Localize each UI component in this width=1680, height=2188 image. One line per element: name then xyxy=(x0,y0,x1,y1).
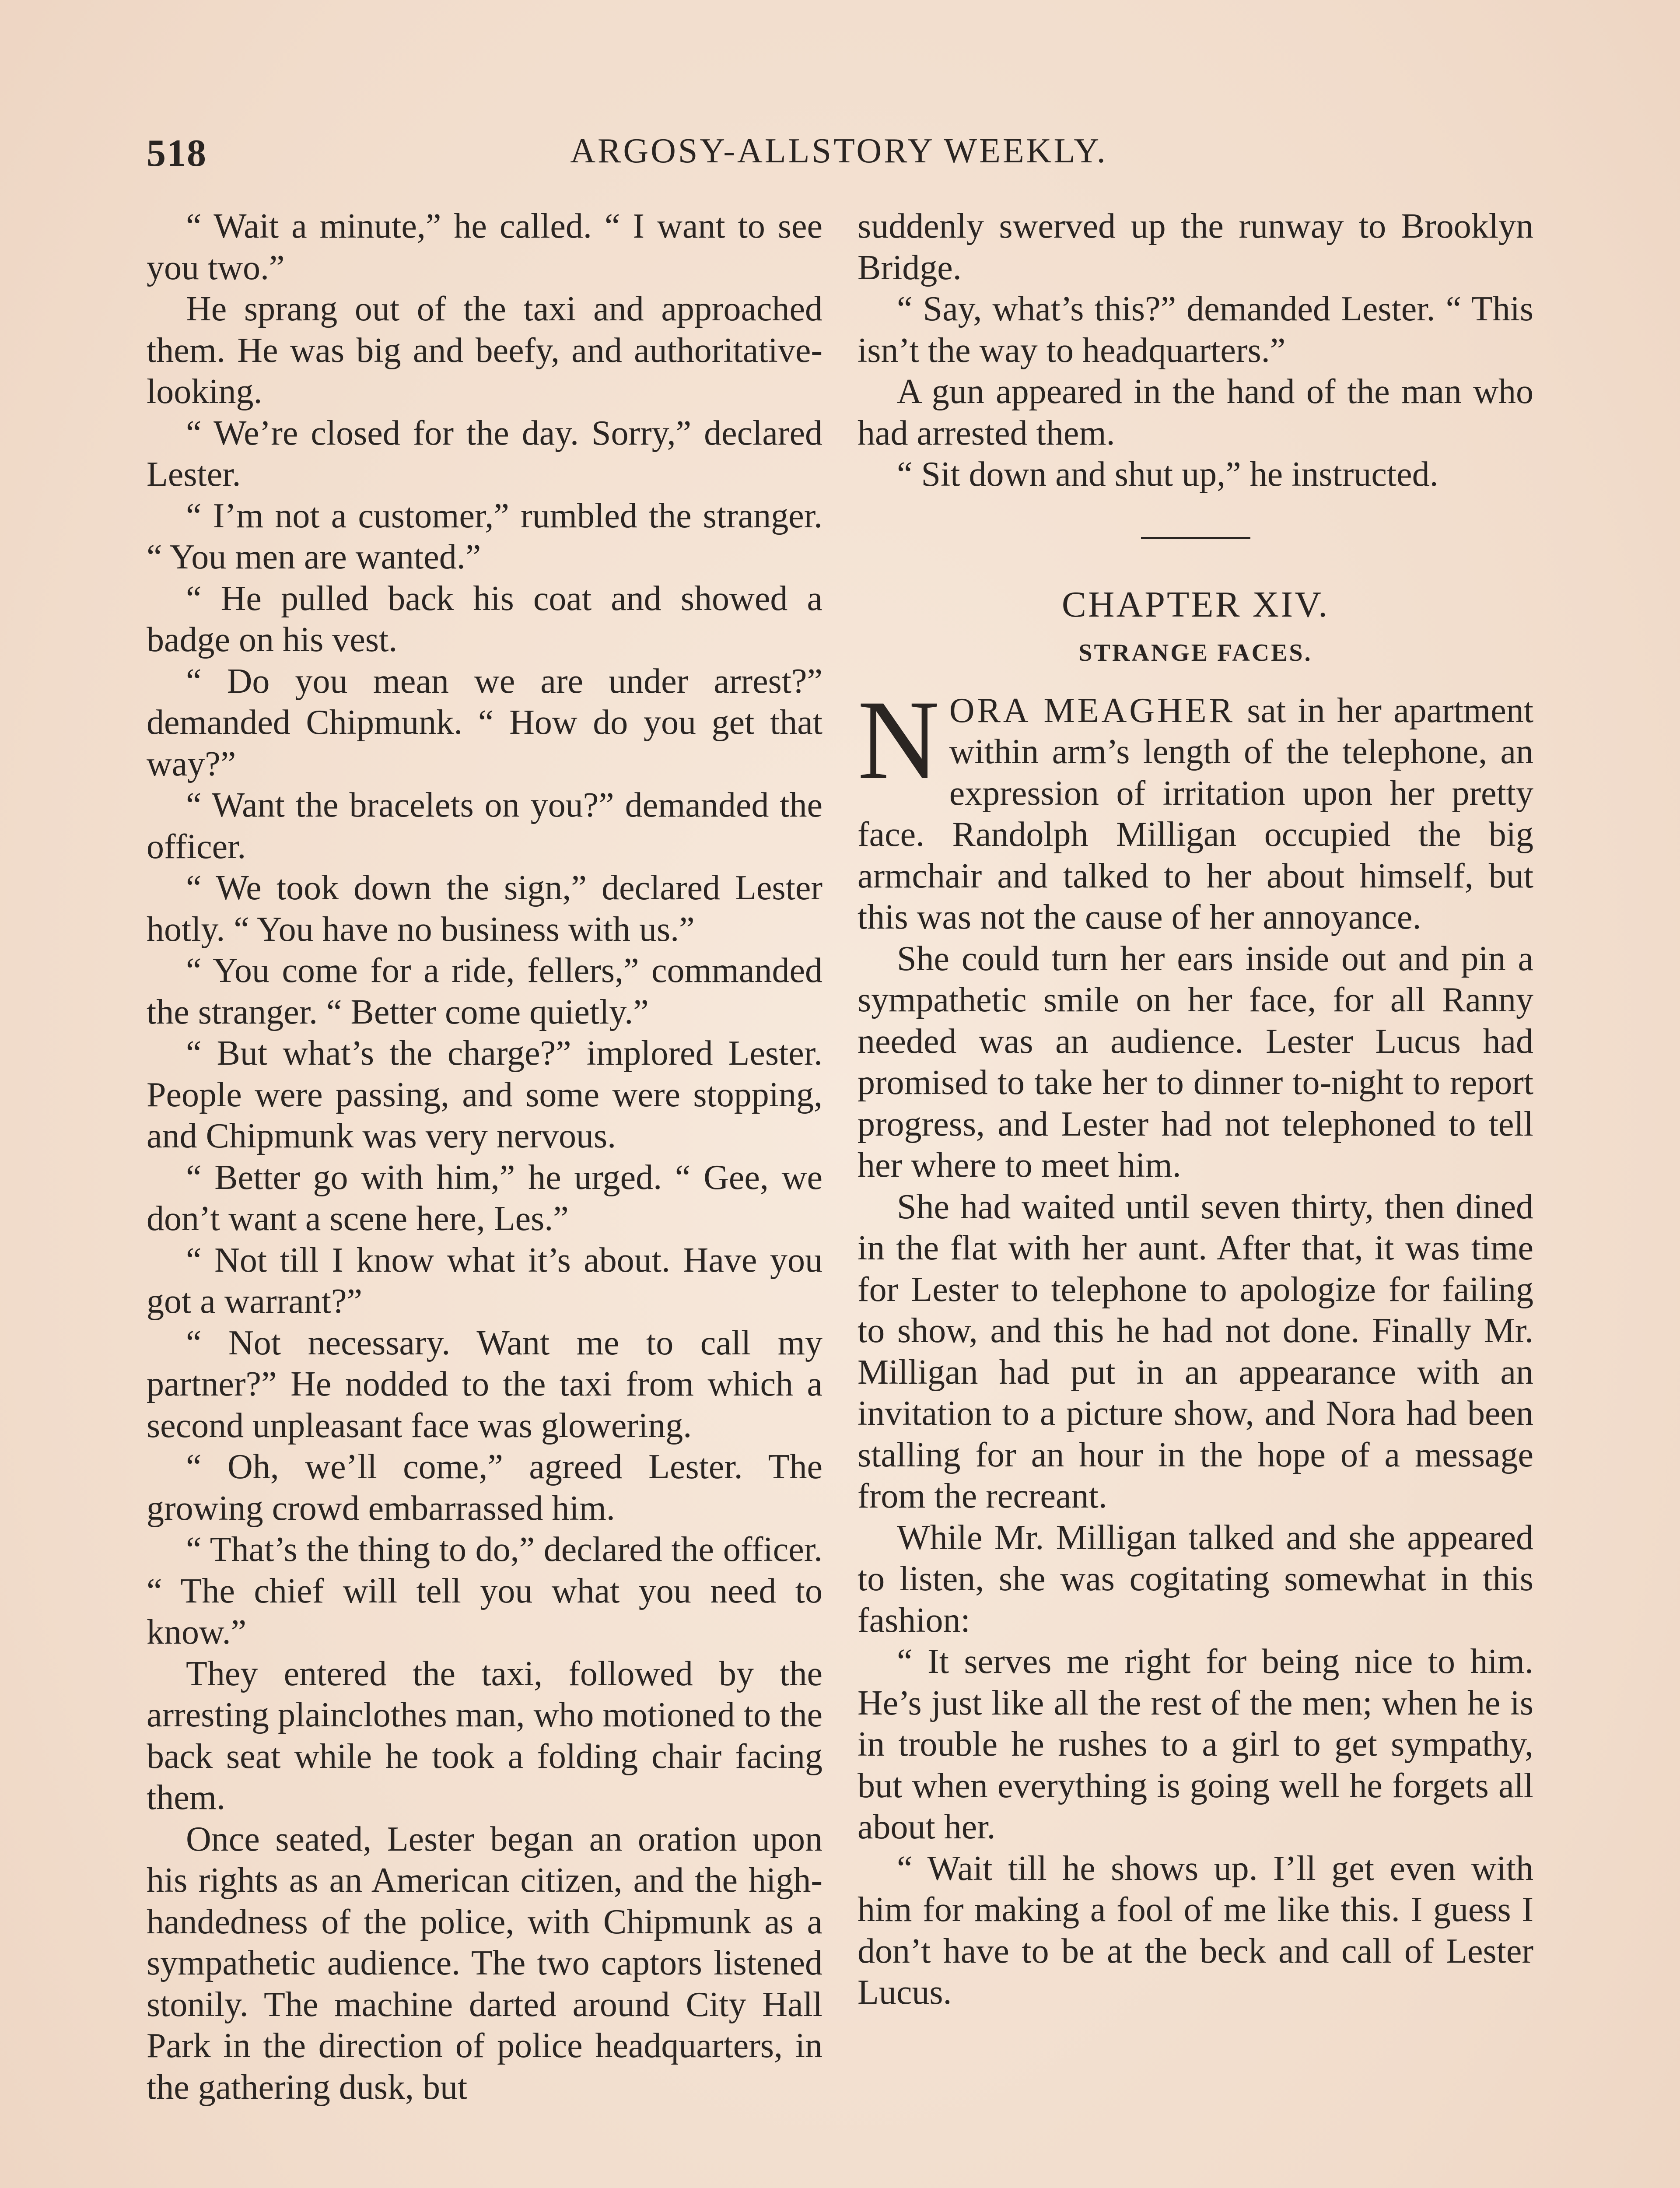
paragraph: “ Want the bracelets on you?” demanded the officer. xyxy=(147,786,822,866)
magazine-title: ARGOSY-ALLSTORY WEEKLY. xyxy=(570,132,1108,170)
right-column xyxy=(858,206,1533,2013)
paragraph: She could turn her ears inside out and pin a sympathetic smile on her face, for all Ranny needed was an audience. Lester Lucus had promised to take her to dinner to-night to report progress, and Lester had not telephoned to tell her where to meet him. xyxy=(858,939,1533,1185)
paragraph: Once seated, Lester began an oration upon his rights as an American citizen, and the high-handedness of the police, with Chipmunk as a sympathetic audience. The two captors listened stonily. The machine darted around City Hall Park in the direction of police headquarters, in the gathering dusk, but xyxy=(147,1820,822,2107)
paragraph: “ Oh, we’ll come,” agreed Lester. The growing crowd embarrassed him. xyxy=(147,1448,822,1528)
chapter-opening-paragraph xyxy=(858,677,1533,938)
paragraph: They entered the taxi, followed by the arresting plainclothes man, who motioned to the back seat while he took a folding chair facing them. xyxy=(147,1654,822,1817)
drop-cap: N xyxy=(858,677,940,803)
paragraph: “ It serves me right for being nice to him. He’s just like all the rest of the men; when he is in trouble he rushes to a girl to get sympathy, but when everything is going well he forgets all about her. xyxy=(858,1642,1533,1846)
paragraph: “ Not necessary. Want me to call my partner?” He nodded to the taxi from which a second unpleasant face was glowering. xyxy=(147,1323,822,1445)
paragraph: She had waited until seven thirty, then dined in the flat with her aunt. After that, it was time for Lester to telephone to apologize for failing to show, and this he had not done. Finally Mr. Milligan had put in an appearance with an invitation to a picture show, and Nora had been stalling for an hour in the hope of a message from the recreant. xyxy=(858,1187,1533,1515)
chapter-title: CHAPTER XIV. xyxy=(1061,584,1330,625)
paragraph: While Mr. Milligan talked and she appeared to listen, she was cogitating somewhat in this fashion: xyxy=(858,1518,1533,1640)
opening-text: sat in her apartment within arm’s length of the telephone, an expression of irritation upon her pretty face. Randolph Milligan occupied the big armchair and talked to her about himself, but this was not the cause of her annoyance. xyxy=(858,691,1533,936)
paragraph: “ Wait a minute,” he called. “ I want to see you two.” xyxy=(147,207,822,287)
paragraph: “ Sit down and shut up,” he instructed. xyxy=(897,455,1438,494)
paragraph: “ That’s the thing to do,” declared the officer. “ The chief will tell you what you need to know.” xyxy=(147,1530,822,1652)
page-number: 518 xyxy=(147,132,207,175)
chapter-subtitle: STRANGE FACES. xyxy=(1078,639,1312,666)
paragraph: “ He pulled back his coat and showed a badge on his vest. xyxy=(147,579,822,659)
paragraph: A gun appeared in the hand of the man who had arrested them. xyxy=(858,372,1533,452)
paragraph: He sprang out of the taxi and approached them. He was big and beefy, and authoritative-looking. xyxy=(147,290,822,411)
continued-paragraph: suddenly swerved up the runway to Brooklyn Bridge. xyxy=(858,207,1533,287)
left-column xyxy=(147,206,822,2108)
paragraph: “ Not till I know what it’s about. Have you got a warrant?” xyxy=(147,1241,822,1321)
paragraph: “ Say, what’s this?” demanded Lester. “ This isn’t the way to headquarters.” xyxy=(858,290,1533,370)
paragraph: “ We took down the sign,” declared Lester hotly. “ You have no business with us.” xyxy=(147,869,822,949)
paragraph: “ We’re closed for the day. Sorry,” declared Lester. xyxy=(147,414,822,494)
paragraph: “ Do you mean we are under arrest?” demanded Chipmunk. “ How do you get that way?” xyxy=(147,662,822,783)
paragraph: “ I’m not a customer,” rumbled the stranger. “ You men are wanted.” xyxy=(147,496,822,576)
running-head xyxy=(147,131,1531,179)
paragraph: “ But what’s the charge?” implored Lester. People were passing, and some were stopping, and Chipmunk was very nervous. xyxy=(147,1034,822,1155)
paragraph: “ Wait till he shows up. I’ll get even with him for making a fool of me like this. I guess I don’t have to be at the beck and call of Lester Lucus. xyxy=(858,1849,1533,2012)
drop-cap-lead: ORA MEAGHER xyxy=(949,691,1236,730)
paragraph: “ You come for a ride, fellers,” commanded the stranger. “ Better come quietly.” xyxy=(147,951,822,1031)
paragraph: “ Better go with him,” he urged. “ Gee, we don’t want a scene here, Les.” xyxy=(147,1158,822,1238)
section-divider xyxy=(1141,537,1250,539)
